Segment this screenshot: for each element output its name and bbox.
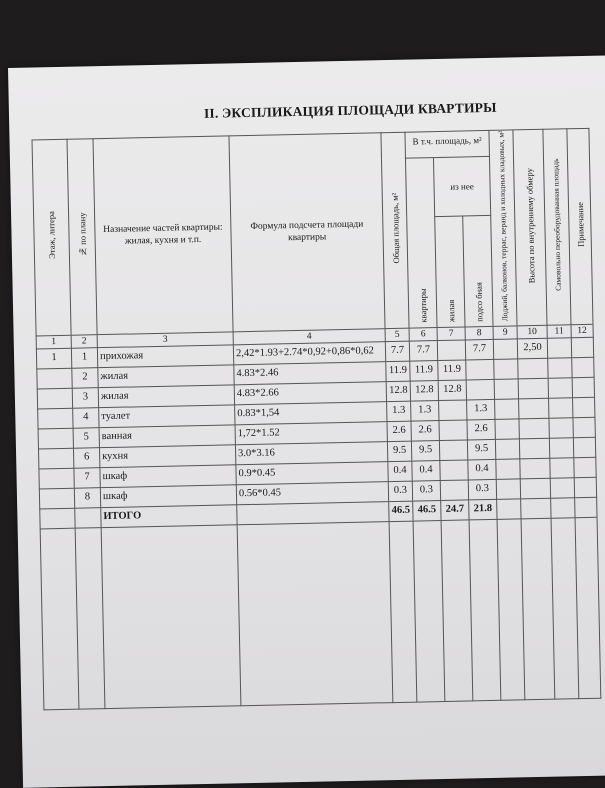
cell-no: 5 xyxy=(73,427,99,448)
document-page xyxy=(8,55,605,788)
cell-note xyxy=(574,477,596,497)
cell-apartment: 12.8 xyxy=(410,380,438,401)
cell-living xyxy=(439,439,467,460)
cell-formula: 2,42*1.93+2.74*0,92+0,86*0,62 xyxy=(233,341,385,364)
cell-height xyxy=(518,358,548,379)
cell-total: 0.4 xyxy=(388,461,412,481)
cell-height: 2,50 xyxy=(517,338,547,359)
cell-name: туалет xyxy=(99,404,235,427)
column-number: 10 xyxy=(517,325,547,339)
header-auxiliary: подсо бная xyxy=(463,215,493,327)
cell-no: 7 xyxy=(74,467,100,488)
cell-living xyxy=(439,419,467,440)
header-loggias: Лоджий, балконов, террас, веранд и холодных кладовых, м² xyxy=(489,130,517,326)
cell-height xyxy=(518,378,548,399)
cell-no: 1 xyxy=(71,347,97,368)
cell-auxiliary: 7.7 xyxy=(465,339,493,360)
cell-note xyxy=(573,437,595,457)
cell-name: ванная xyxy=(99,424,235,447)
cell-height xyxy=(520,458,550,479)
cell-no: 4 xyxy=(73,407,99,428)
totals-label: ИТОГО xyxy=(101,504,237,527)
header-purpose: Назначение частей квартиры: жилая, кухня и т.п. xyxy=(93,136,233,334)
column-number: 1 xyxy=(36,335,71,349)
cell-auxiliary: 2.6 xyxy=(467,419,495,440)
cell-self-reconstruction xyxy=(549,437,573,457)
cell-height xyxy=(519,418,549,439)
cell-loggia xyxy=(496,478,520,498)
cell-apartment: 0.4 xyxy=(412,460,440,481)
cell-height xyxy=(519,438,549,459)
header-height: Высота по внутреннему обмеру xyxy=(513,129,547,325)
cell-no: 8 xyxy=(74,487,100,508)
page-title: II. ЭКСПЛИКАЦИЯ ПЛОЩАДИ КВАРТИРЫ xyxy=(203,99,497,121)
cell-auxiliary xyxy=(466,379,494,400)
column-number: 9 xyxy=(493,325,517,338)
cell-total: 0.3 xyxy=(388,481,412,501)
cell-self-reconstruction xyxy=(550,477,574,497)
header-self-reconstruction: Самовольно переоборудованная площадь xyxy=(543,129,571,325)
cell-note xyxy=(574,457,596,477)
cell-floor xyxy=(37,368,72,389)
column-number: 2 xyxy=(71,334,97,348)
cell-loggia xyxy=(495,398,519,418)
cell-height xyxy=(519,398,549,419)
cell-apartment: 7.7 xyxy=(409,340,437,361)
totals-apartment: 46.5 xyxy=(413,500,441,521)
cell-note xyxy=(572,357,594,377)
cell-formula: 0.83*1,54 xyxy=(235,401,387,424)
header-note: Примечание xyxy=(567,128,593,324)
cell-auxiliary: 9.5 xyxy=(467,439,495,460)
cell-name: жилая xyxy=(98,364,234,387)
cell-floor xyxy=(39,468,74,489)
cell-total: 11.9 xyxy=(386,361,410,381)
cell-loggia xyxy=(494,358,518,378)
header-floor: Этаж, литера xyxy=(32,139,71,335)
column-number: 12 xyxy=(571,324,593,337)
cell-floor: 1 xyxy=(36,348,71,369)
totals-living: 24.7 xyxy=(441,499,469,520)
header-plan-no: № по плану xyxy=(67,139,97,335)
cell-floor xyxy=(37,388,72,409)
cell-formula: 0.9*0.45 xyxy=(236,461,388,484)
cell-name: жилая xyxy=(98,384,234,407)
header-of-which: из нее xyxy=(433,156,490,216)
cell-total: 1.3 xyxy=(387,401,411,421)
header-apartment: квартиры xyxy=(405,158,437,328)
totals-total: 46.5 xyxy=(389,501,413,521)
cell-name: шкаф xyxy=(100,484,236,507)
column-number: 7 xyxy=(437,326,465,340)
cell-no: 3 xyxy=(72,387,98,408)
cell-total: 9.5 xyxy=(387,441,411,461)
cell-self-reconstruction xyxy=(549,397,573,417)
cell-floor xyxy=(38,408,73,429)
cell-auxiliary xyxy=(466,359,494,380)
cell-name: кухня xyxy=(99,444,235,467)
cell-loggia xyxy=(495,438,519,458)
cell-name: шкаф xyxy=(100,464,236,487)
column-number: 11 xyxy=(547,324,571,337)
cell-loggia xyxy=(495,418,519,438)
header-formula: Формула подсчета площади квартиры xyxy=(229,133,385,332)
cell-self-reconstruction xyxy=(547,337,571,357)
cell-no: 6 xyxy=(73,447,99,468)
cell-floor xyxy=(39,488,74,509)
cell-total: 12.8 xyxy=(386,381,410,401)
cell-loggia xyxy=(494,378,518,398)
cell-loggia xyxy=(496,458,520,478)
cell-total: 2.6 xyxy=(387,421,411,441)
cell-formula: 4.83*2.46 xyxy=(234,361,386,384)
cell-auxiliary: 0.3 xyxy=(468,479,496,500)
cell-self-reconstruction xyxy=(548,377,572,397)
cell-apartment: 0.3 xyxy=(412,480,440,501)
cell-formula: 4.83*2.66 xyxy=(234,381,386,404)
cell-auxiliary: 0.4 xyxy=(468,459,496,480)
cell-formula: 3.0*3.16 xyxy=(235,441,387,464)
cell-self-reconstruction xyxy=(549,417,573,437)
cell-apartment: 1.3 xyxy=(411,400,439,421)
cell-self-reconstruction xyxy=(550,457,574,477)
cell-height xyxy=(520,478,550,499)
cell-apartment: 2.6 xyxy=(411,420,439,441)
cell-note xyxy=(572,377,594,397)
cell-formula: 1,72*1.52 xyxy=(235,421,387,444)
cell-note xyxy=(571,337,593,357)
header-living: жилая xyxy=(435,216,465,328)
cell-note xyxy=(573,417,595,437)
cell-self-reconstruction xyxy=(548,357,572,377)
cell-total: 7.7 xyxy=(385,341,409,361)
cell-floor xyxy=(38,448,73,469)
totals-auxiliary: 21.8 xyxy=(469,499,497,520)
cell-floor xyxy=(38,428,73,449)
column-number: 8 xyxy=(465,326,493,340)
cell-auxiliary: 1.3 xyxy=(467,399,495,420)
cell-living xyxy=(439,399,467,420)
explication-table xyxy=(32,128,602,710)
cell-apartment: 9.5 xyxy=(411,440,439,461)
header-row xyxy=(32,128,589,166)
column-number: 4 xyxy=(233,328,385,344)
cell-living xyxy=(440,479,468,500)
column-number: 5 xyxy=(385,328,409,341)
cell-name: прихожая xyxy=(97,344,233,367)
empty-rows-area xyxy=(40,517,601,710)
cell-no: 2 xyxy=(72,367,98,388)
cell-note xyxy=(573,397,595,417)
cell-formula: 0.56*0.45 xyxy=(236,481,388,504)
cell-living xyxy=(437,339,465,360)
cell-living: 11.9 xyxy=(438,359,466,380)
column-number: 6 xyxy=(409,327,437,341)
cell-apartment: 11.9 xyxy=(410,360,438,381)
cell-living: 12.8 xyxy=(438,379,466,400)
cell-loggia xyxy=(493,338,517,358)
header-total-area: Общая площадь, м² xyxy=(381,132,409,328)
column-number: 3 xyxy=(97,331,233,347)
cell-living xyxy=(440,459,468,480)
header-incl-area: В т.ч. площадь, м² xyxy=(405,130,490,158)
